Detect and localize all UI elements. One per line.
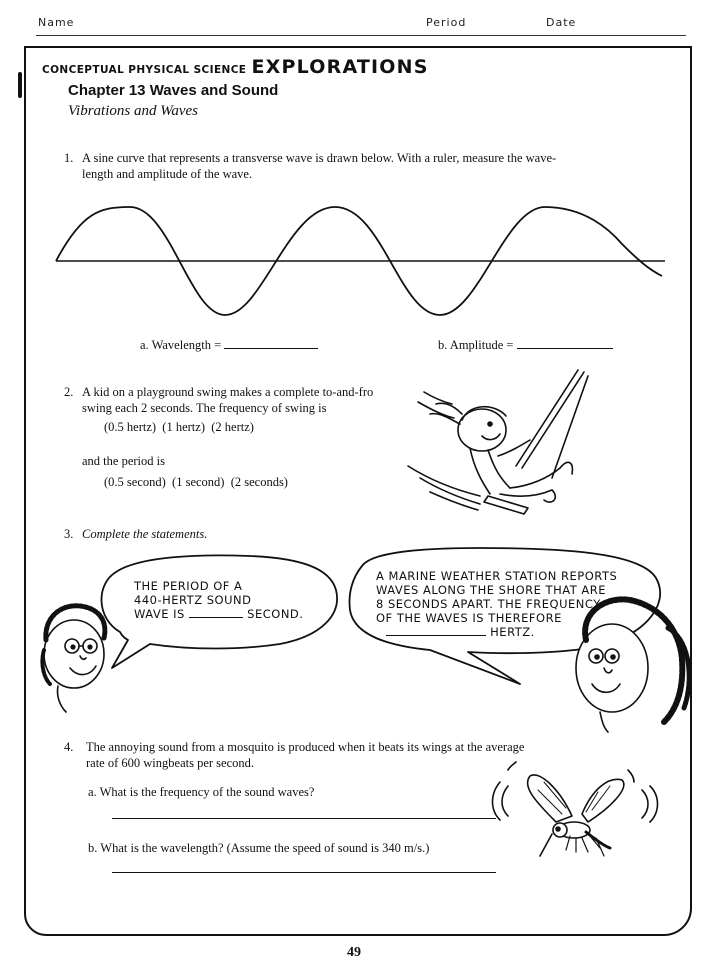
q2-text-line1: A kid on a playground swing makes a complete to-and-fro: [82, 385, 374, 399]
bubble-left-line2: 440-HERTZ SOUND: [134, 593, 252, 607]
chapter-title: Chapter 13 Waves and Sound: [68, 82, 279, 99]
bubble-right-line2: WAVES ALONG THE SHORE THAT ARE: [376, 583, 607, 597]
bubble-left-line3a: WAVE IS: [134, 607, 185, 621]
q2-period-intro: and the period is: [82, 454, 165, 468]
bubble-right-line1: A MARINE WEATHER STATION REPORTS: [376, 569, 618, 583]
date-label: Date: [546, 16, 577, 29]
bubble-left-line1: THE PERIOD OF A: [134, 579, 243, 593]
bubble-right-line5: HERTZ.: [490, 625, 535, 639]
wavelength-label: a. Wavelength =: [140, 338, 222, 352]
q2-period-options[interactable]: (0.5 second) (1 second) (2 seconds): [104, 475, 288, 489]
name-label: Name: [38, 16, 75, 29]
bubble-right-line3: 8 SECONDS APART. THE FREQUENCY: [376, 597, 601, 611]
brand-series: CONCEPTUAL PHYSICAL SCIENCE: [42, 64, 247, 76]
bubble-left-line3b: SECOND.: [247, 607, 304, 621]
q1-text-line1: A sine curve that represents a transverse wave is drawn below. With a ruler, measure the wave-: [82, 151, 557, 165]
q4-text-line2: rate of 600 wingbeats per second.: [86, 756, 254, 770]
q2-number: 2.: [64, 385, 74, 399]
q2-frequency-options[interactable]: (0.5 hertz) (1 hertz) (2 hertz): [104, 420, 254, 434]
q3-number: 3.: [64, 527, 74, 541]
period-label: Period: [426, 16, 467, 29]
amplitude-label: b. Amplitude =: [438, 338, 514, 352]
q2-text-line2: swing each 2 seconds. The frequency of swing is: [82, 401, 327, 415]
brand-title: EXPLORATIONS: [251, 56, 429, 78]
q4-part-b: b. What is the wavelength? (Assume the speed of sound is 340 m/s.): [88, 841, 430, 855]
page-number: 49: [347, 945, 361, 960]
q3-instruction: Complete the statements.: [82, 527, 208, 541]
q4-number: 4.: [64, 740, 74, 754]
q4-text-line1: The annoying sound from a mosquito is produced when it beats its wings at the average: [86, 740, 525, 754]
q1-text-line2: length and amplitude of the wave.: [82, 167, 253, 181]
q1-number: 1.: [64, 151, 74, 165]
q4-part-a: a. What is the frequency of the sound waves?: [88, 785, 315, 799]
chapter-subtitle: Vibrations and Waves: [68, 103, 198, 119]
bubble-right-line4: OF THE WAVES IS THEREFORE: [376, 611, 562, 625]
